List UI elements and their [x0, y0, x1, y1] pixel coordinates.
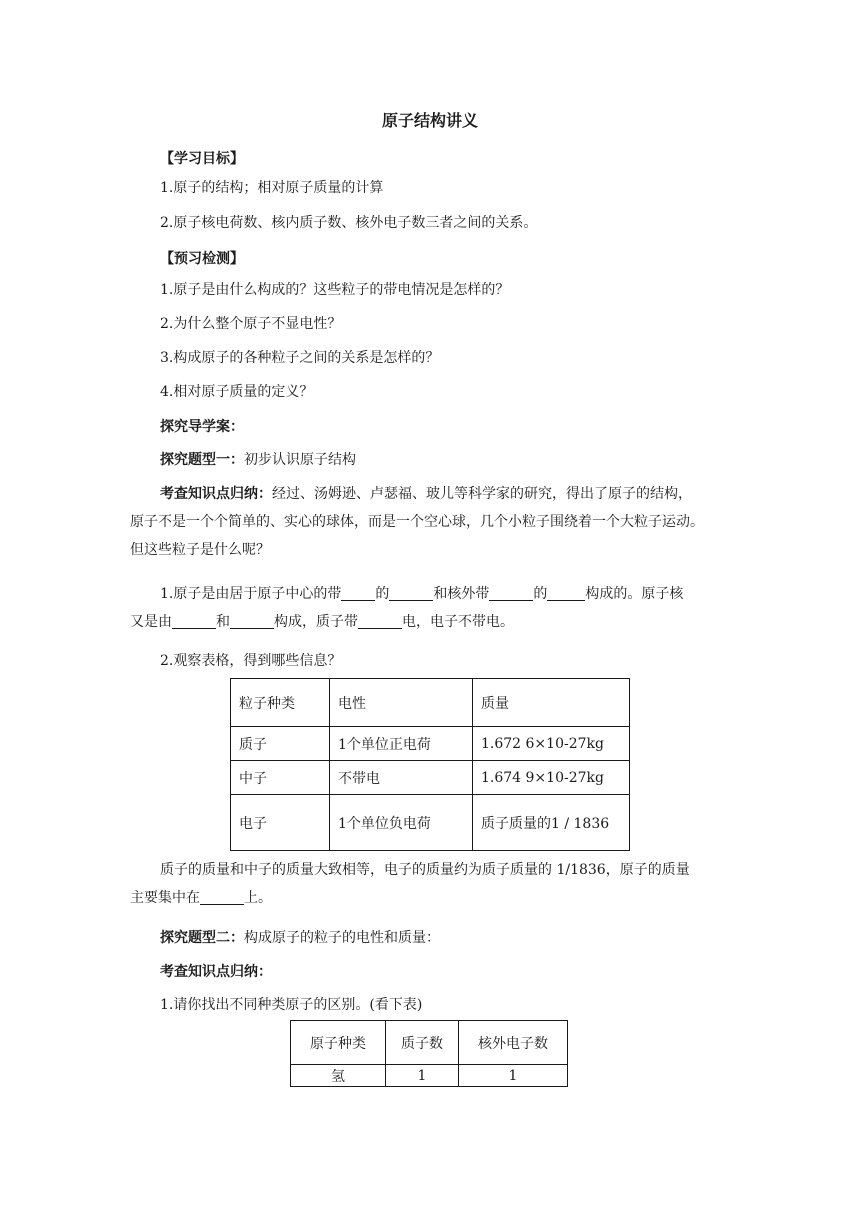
- summary1-line-1: [130, 484, 730, 504]
- table-header-cell: 质子数: [386, 1021, 459, 1065]
- summary2-label: 考查知识点归纳：: [160, 964, 272, 980]
- table-cell: 1个单位正电荷: [330, 727, 473, 761]
- blank-3: [489, 586, 533, 601]
- blank-1: [341, 586, 375, 601]
- blank-8: [200, 890, 244, 905]
- table-header-cell: 电性: [330, 679, 473, 727]
- explore-type2: [160, 928, 440, 948]
- fill-text-e: 构成的。原子核: [585, 586, 684, 602]
- explore-type1: [160, 450, 356, 470]
- table-cell: 1: [459, 1065, 568, 1087]
- explore-type1-text: 初步认识原子结构: [244, 452, 356, 468]
- table-header-row: [291, 1021, 568, 1065]
- table-header-cell: 质量: [473, 679, 630, 727]
- preview-item-2: 2.为什么整个原子不显电性？: [160, 316, 342, 332]
- table-header-row: [231, 679, 630, 727]
- table-cell: 中子: [231, 761, 330, 795]
- table-header-cell: 原子种类: [291, 1021, 386, 1065]
- table-header-cell: 粒子种类: [231, 679, 330, 727]
- mass-note-line-2: [130, 888, 730, 908]
- mass-note-text-a: 主要集中在: [130, 890, 200, 906]
- fill-text-a: 1.原子是由居于原子中心的带: [160, 586, 342, 602]
- fill-text-c: 和核外带: [433, 586, 490, 602]
- summary1-paragraph: [130, 484, 730, 560]
- page-title: 原子结构讲义: [381, 111, 478, 130]
- fill-line-2: [130, 612, 730, 632]
- blank-7: [358, 614, 402, 629]
- table-cell: 1: [386, 1065, 459, 1087]
- mass-note-paragraph: [130, 860, 730, 908]
- fill-text-g: 和: [216, 614, 230, 630]
- fill-text-b: 的: [375, 586, 390, 602]
- fill-text-f: 又是由: [130, 614, 172, 630]
- objective-item-1: 1.原子的结构；相对原子质量的计算: [160, 180, 384, 196]
- atom-table: [290, 1020, 568, 1087]
- table-row: [231, 795, 630, 851]
- table-row: [231, 761, 630, 795]
- table-cell: 质子质量的1 / 1836: [473, 795, 630, 851]
- objective-item-2: 2.原子核电荷数、核内质子数、核外电子数三者之间的关系。: [160, 215, 538, 231]
- preview-heading: 【预习检测】: [160, 251, 244, 267]
- blank-2: [389, 586, 433, 601]
- summary1-text-1: 经过、汤姆逊、卢瑟福、玻儿等科学家的研究，得出了原子的结构，: [272, 486, 692, 502]
- preview-item-4: 4.相对原子质量的定义？: [160, 384, 314, 400]
- explore-type2-text: 构成原子的粒子的电性和质量：: [244, 930, 440, 946]
- question-2: 2.观察表格，得到哪些信息？: [160, 653, 342, 669]
- table-cell: 质子: [231, 727, 330, 761]
- table-cell: 1.672 6×10-27kg: [473, 727, 630, 761]
- blank-6: [230, 614, 274, 629]
- table-row: [291, 1065, 568, 1087]
- table-cell: 不带电: [330, 761, 473, 795]
- summary1-label: 考查知识点归纳：: [160, 486, 272, 502]
- fill-line-1: [130, 584, 730, 604]
- preview-item-3: 3.构成原子的各种粒子之间的关系是怎样的？: [160, 350, 440, 366]
- fill-text-d: 的: [533, 586, 548, 602]
- table-cell: 1个单位负电荷: [330, 795, 473, 851]
- question-difference: 1.请你找出不同种类原子的区别。(看下表): [160, 997, 423, 1013]
- fill-in-paragraph: [130, 584, 730, 632]
- preview-item-1: 1.原子是由什么构成的？这些粒子的带电情况是怎样的？: [160, 282, 510, 298]
- particle-table: [230, 678, 630, 851]
- explore-type2-label: 探究题型二：: [160, 930, 244, 946]
- table-cell: 1.674 9×10-27kg: [473, 761, 630, 795]
- blank-4: [547, 586, 585, 601]
- explore-heading: 探究导学案：: [160, 419, 244, 435]
- table-row: [231, 727, 630, 761]
- summary1-line-3: 但这些粒子是什么呢？: [130, 542, 270, 558]
- mass-note-line-1: 质子的质量和中子的质量大致相等，电子的质量约为质子质量的 1/1836，原子的质量: [160, 862, 690, 878]
- explore-type1-label: 探究题型一：: [160, 452, 244, 468]
- summary1-line-2: 原子不是一个个简单的、实心的球体，而是一个空心球，几个小粒子围绕着一个大粒子运动。: [130, 514, 704, 530]
- fill-text-h: 构成，质子带: [274, 614, 358, 630]
- table-header-cell: 核外电子数: [459, 1021, 568, 1065]
- mass-note-text-b: 上。: [244, 890, 272, 906]
- blank-5: [172, 614, 216, 629]
- table-cell: 氢: [291, 1065, 386, 1087]
- table-cell: 电子: [231, 795, 330, 851]
- fill-text-i: 电，电子不带电。: [402, 614, 514, 630]
- objectives-heading: 【学习目标】: [160, 151, 244, 167]
